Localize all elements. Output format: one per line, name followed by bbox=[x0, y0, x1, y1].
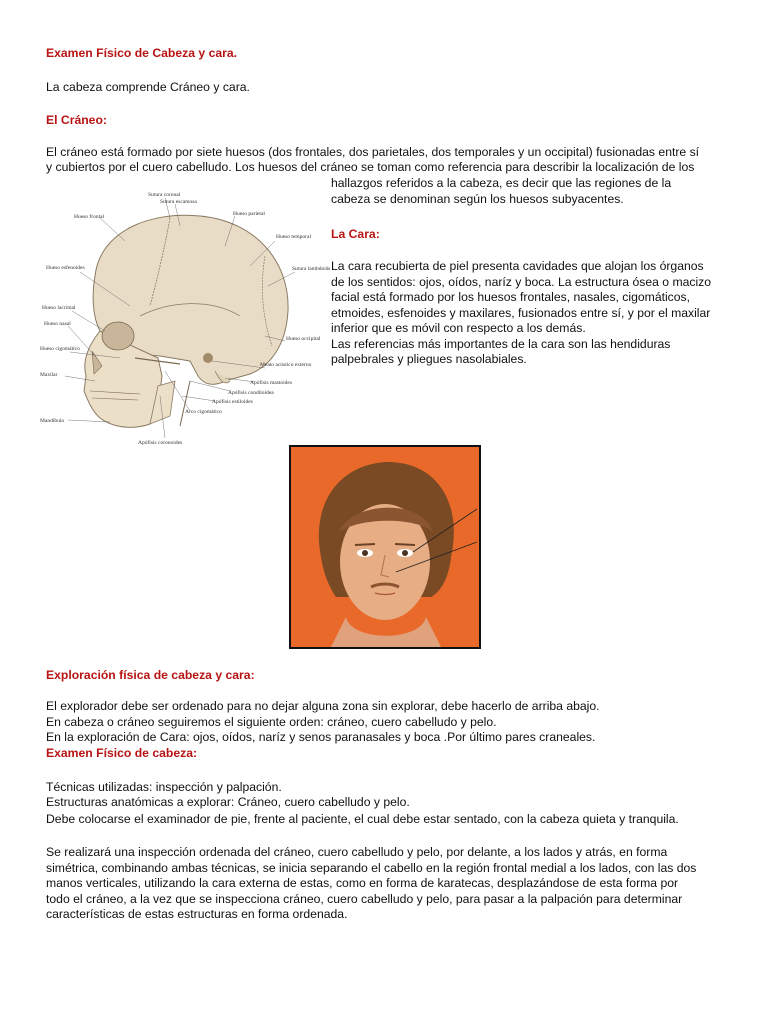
inspeccion-line: Se realizará una inspección ordenada del cráneo, cuero cabelludo y pelo, por delante, a los lados y atrás, en forma bbox=[46, 845, 668, 859]
face-photo bbox=[289, 445, 481, 649]
cara-line: facial está formado por los huesos frontales, nasales, cigomáticos, bbox=[331, 290, 691, 304]
label-apofisis-estiloides: Apófisis estiloides bbox=[212, 399, 253, 405]
label-meato: Meato acústico externo bbox=[260, 362, 312, 368]
inspeccion-paragraph bbox=[46, 845, 696, 923]
cara-line: Las referencias más importantes de la cara son las hendiduras bbox=[331, 336, 671, 351]
label-arco-cigomatico: Arco cigomático bbox=[185, 409, 222, 415]
label-sutura-lambdoidea: Sutura lambdoidea bbox=[292, 266, 330, 272]
cara-heading: La Cara: bbox=[331, 227, 380, 241]
examen-cabeza-line-2: Estructuras anatómicas a explorar: Cráneo, cuero cabelludo y pelo. bbox=[46, 795, 410, 809]
examen-cabeza-heading: Examen Físico de cabeza: bbox=[46, 746, 198, 760]
craneo-line-2: y cubiertos por el cuero cabelludo. Los huesos del cráneo se toman como referencia para describir la localización de los bbox=[46, 160, 695, 174]
exploracion-line: En cabeza o cráneo seguiremos el siguiente orden: cráneo, cuero cabelludo y pelo. bbox=[46, 714, 497, 729]
craneo-line-1: El cráneo está formado por siete huesos (dos frontales, dos parietales, dos temporales y un occipital) fusionadas entre sí bbox=[46, 145, 700, 159]
inspeccion-line: manos verticales, utilizando la cara externa de estas, como en forma de karatecas, desplazándose de esta forma por bbox=[46, 876, 679, 890]
cara-line: de los sentidos: ojos, oídos, naríz y boca. La estructura ósea o macizo bbox=[331, 274, 712, 289]
face-photo-drawing bbox=[291, 447, 479, 647]
label-hueso-cigomatico: Hueso cigomático bbox=[40, 346, 80, 352]
examen-cabeza-line-3: Debe colocarse el examinador de pie, frente al paciente, el cual debe estar sentado, con la cabeza quieta y tranquila. bbox=[46, 812, 679, 826]
examen-cabeza-line-1: Técnicas utilizadas: inspección y palpación. bbox=[46, 780, 282, 794]
label-sutura-escamosa: Sutura escamosa bbox=[160, 199, 197, 205]
label-apofisis-mastoides: Apófisis mastoides bbox=[250, 380, 293, 386]
cara-line: palpebrales y pliegues nasolabiales. bbox=[331, 352, 527, 366]
craneo-line-4: cabeza se denominan según los huesos subyacentes. bbox=[331, 192, 624, 206]
label-hueso-temporal: Hueso temporal bbox=[276, 234, 311, 240]
label-mandibula: Mandíbula bbox=[40, 418, 64, 424]
craneo-heading: El Cráneo: bbox=[46, 113, 107, 127]
label-hueso-nasal: Hueso nasal bbox=[44, 321, 71, 327]
skull-drawing bbox=[40, 186, 330, 456]
label-hueso-lacrimal: Hueso lacrimal bbox=[42, 305, 76, 311]
label-hueso-parietal: Hueso parietal bbox=[233, 211, 265, 217]
craneo-line-3: hallazgos referidos a la cabeza, es decir que las regiones de la bbox=[331, 176, 672, 190]
intro-text: La cabeza comprende Cráneo y cara. bbox=[46, 80, 250, 94]
exploracion-line: En la exploración de Cara: ojos, oídos, naríz y senos paranasales y boca .Por último pares craneales. bbox=[46, 730, 596, 744]
exploracion-line: El explorador debe ser ordenado para no dejar alguna zona sin explorar, debe hacerlo de arriba abajo. bbox=[46, 699, 600, 713]
label-maxilar: Maxilar bbox=[40, 372, 58, 378]
label-hueso-frontal: Hueso frontal bbox=[74, 214, 105, 220]
exploracion-paragraph bbox=[46, 699, 600, 746]
exploracion-heading: Exploración física de cabeza y cara: bbox=[46, 668, 255, 682]
inspeccion-line: características de estas estructuras en forma ordenada. bbox=[46, 907, 348, 921]
label-hueso-occipital: Hueso occipital bbox=[286, 336, 321, 342]
skull-illustration bbox=[40, 186, 330, 456]
inspeccion-line: simétrica, combinando ambas técnicas, se inicia separando el cabello en la región frontal medial a los lados, con las dos bbox=[46, 860, 697, 875]
cara-line: inferior que es móvil con respecto a los demás. bbox=[331, 321, 586, 335]
label-sutura-coronal: Sutura coronal bbox=[148, 192, 181, 198]
inspeccion-line: todo el cráneo, a la vez que se inspecciona cráneo, cuero cabelludo y pelo, para pasar a la palpación para determinar bbox=[46, 891, 683, 906]
label-hueso-esfenoides: Hueso esfenoides bbox=[46, 265, 85, 271]
cara-line: La cara recubierta de piel presenta cavidades que alojan los órganos bbox=[331, 259, 704, 273]
page-title: Examen Físico de Cabeza y cara. bbox=[46, 46, 238, 60]
cara-paragraph bbox=[331, 259, 711, 368]
label-apofisis-condiloidea: Apófisis condiloidea bbox=[228, 390, 274, 396]
label-apofisis-coronoides: Apófisis coronoides bbox=[138, 440, 183, 446]
cara-line: etmoides, esfenoides y maxilares, fusionados entre sí, y por el maxilar bbox=[331, 305, 711, 320]
